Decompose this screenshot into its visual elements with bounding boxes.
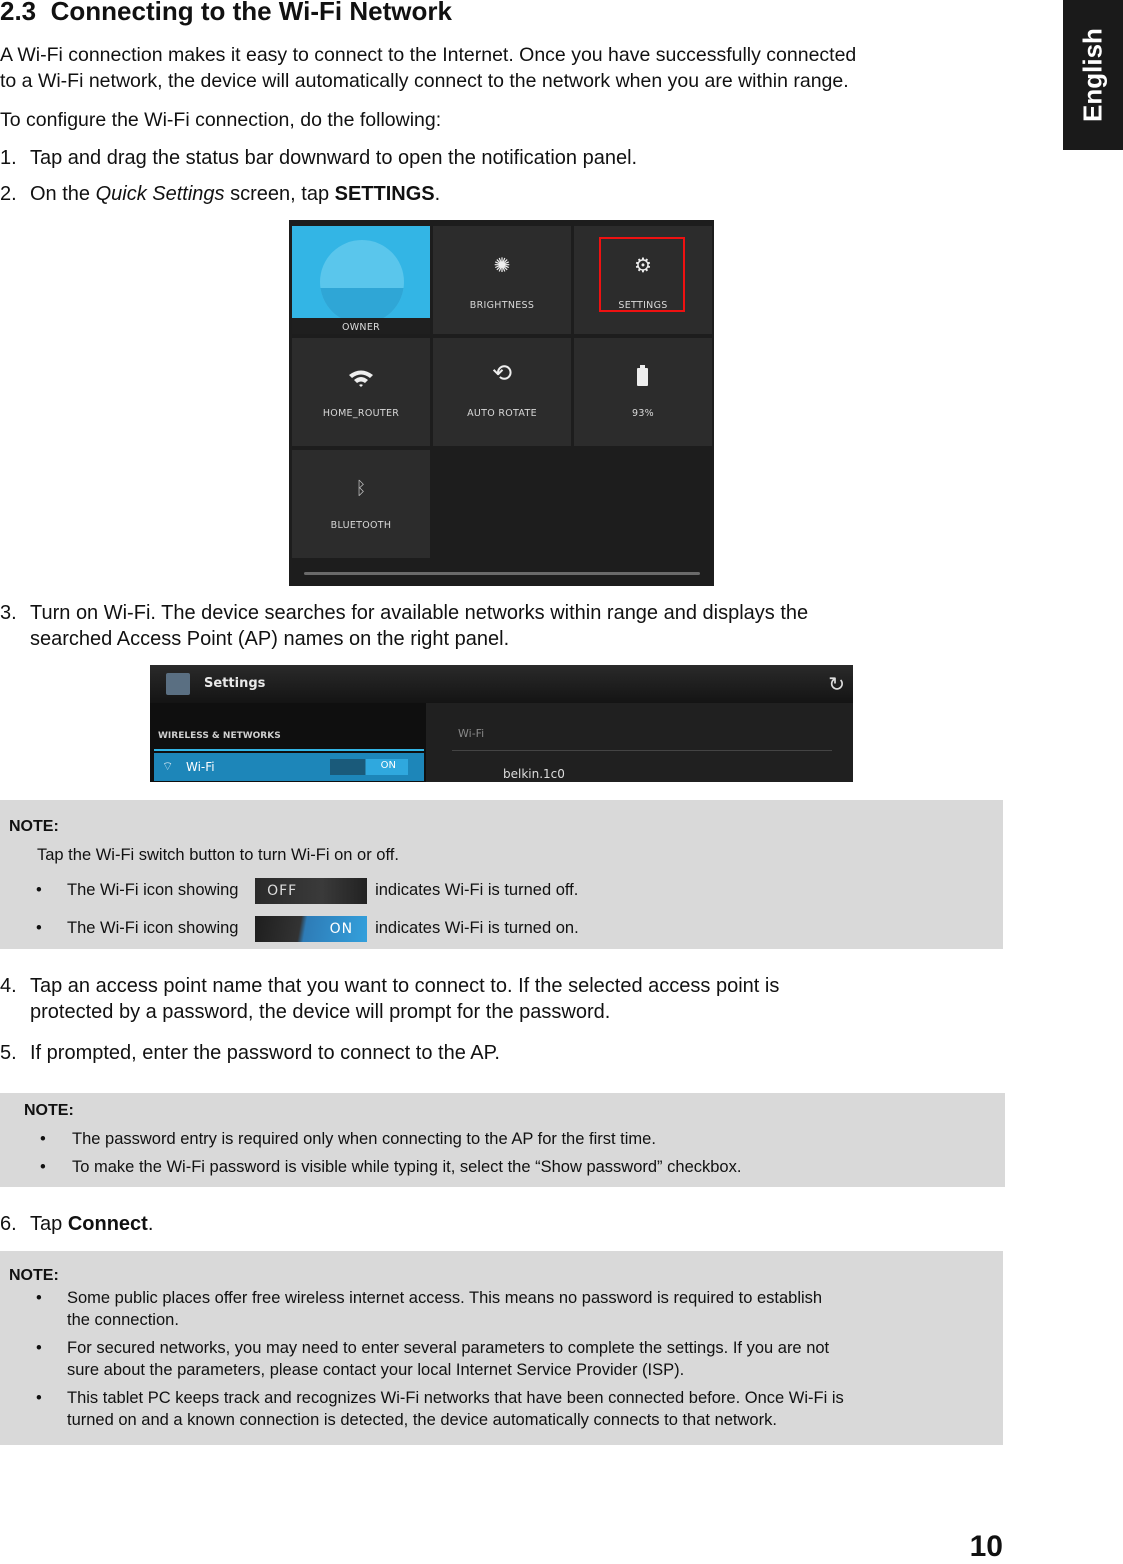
step-3: 3. Turn on Wi-Fi. The device searches for available networks within range and displays the searched Access Point (AP) names on the right panel. — [0, 602, 809, 650]
wifi-item-label: Wi-Fi — [186, 760, 215, 774]
wifi-label: HOME_ROUTER — [322, 408, 400, 419]
auto-rotate-tile — [433, 338, 571, 446]
battery-icon — [637, 368, 648, 386]
note-bullet: • This tablet PC keeps track and recognizes Wi-Fi networks that have been connected before. Once Wi-Fi is turned on and a known connection is detected, the device automatically connects to that network. — [36, 1389, 844, 1429]
bluetooth-tile — [292, 450, 430, 558]
settings-screenshot — [150, 665, 853, 782]
panel-handle — [304, 572, 700, 575]
battery-tile — [574, 338, 712, 446]
intro-line: to a Wi-Fi network, the device will automatically connect to the network when you are within range. — [0, 70, 849, 92]
note-box-1 — [0, 800, 1003, 949]
brightness-label: BRIGHTNESS — [469, 300, 535, 311]
language-tab-label: English — [1077, 28, 1108, 122]
auto-rotate-label: AUTO ROTATE — [467, 408, 537, 419]
configure-text: To configure the Wi-Fi connection, do the following: — [0, 109, 442, 131]
note-title: NOTE: — [24, 1102, 74, 1119]
wifi-small-icon: ⌔ — [162, 759, 174, 773]
note-title: NOTE: — [9, 1267, 59, 1284]
wifi-icon — [347, 368, 375, 392]
settings-app-icon — [166, 673, 190, 695]
on-toggle-icon: ON — [255, 916, 367, 942]
brightness-tile — [433, 226, 571, 334]
step-1: 1. Tap and drag the status bar downward to open the notification panel. — [0, 147, 638, 169]
note-box-2 — [0, 1093, 1005, 1187]
note-text: Tap the Wi-Fi switch button to turn Wi-Fi on or off. — [37, 846, 399, 864]
settings-left-panel — [150, 703, 426, 782]
owner-label: OWNER — [341, 322, 381, 333]
bluetooth-label: BLUETOOTH — [330, 520, 392, 531]
note-bullet: • Some public places offer free wireless internet access. This means no password is required to establish the connection. — [36, 1289, 823, 1329]
intro-line: A Wi-Fi connection makes it easy to connect to the Internet. Once you have successfully connected — [0, 44, 857, 66]
section-number: 2.3 — [0, 0, 37, 26]
note-title: NOTE: — [9, 818, 59, 835]
wifi-panel-title: Wi-Fi — [458, 727, 485, 740]
settings-label: SETTINGS — [618, 300, 668, 311]
wifi-tile — [292, 338, 430, 446]
off-toggle-icon: OFF — [255, 878, 367, 904]
page-number: 10 — [969, 1530, 1003, 1563]
battery-label: 93% — [631, 408, 654, 419]
settings-action-bar — [150, 665, 853, 703]
gear-icon: ⚙ — [634, 255, 652, 277]
note-box-3 — [0, 1251, 1003, 1445]
language-tab — [1063, 0, 1123, 150]
note-bullet: • To make the Wi-Fi password is visible while typing it, select the “Show password” checkbox. — [40, 1158, 742, 1176]
note-bullet: • The Wi-Fi icon showing OFF indicates Wi-Fi is turned off. — [0, 877, 1003, 903]
settings-title: Settings — [204, 676, 266, 691]
wifi-toggle[interactable]: ON — [330, 759, 408, 775]
bluetooth-icon: ᛒ — [355, 478, 367, 498]
note-bullet: • For secured networks, you may need to enter several parameters to complete the settings. If you are not sure about the parameters, please contact your local Internet Service Provider (ISP). — [36, 1339, 830, 1379]
step-4: 4. Tap an access point name that you want to connect to. If the selected access point is protected by a password, the device will prompt for the password. — [0, 975, 780, 1023]
note-bullet: • The password entry is required only when connecting to the AP for the first time. — [40, 1130, 656, 1148]
note-bullet: • The Wi-Fi icon showing ON indicates Wi-Fi is turned on. — [0, 915, 1003, 941]
step-2: 2. On the Quick Settings screen, tap SETTINGS. — [0, 183, 441, 205]
step-5: 5. If prompted, enter the password to connect to the AP. — [0, 1042, 500, 1064]
network-name[interactable]: belkin.1c0 — [503, 767, 565, 781]
intro-paragraph — [0, 42, 1010, 94]
quick-settings-screenshot — [289, 220, 714, 586]
brightness-icon: ✺ — [493, 255, 511, 277]
wifi-settings-item[interactable] — [154, 753, 424, 781]
owner-tile — [292, 226, 430, 334]
step-6: 6. Tap Connect. — [0, 1213, 154, 1235]
rotate-icon: ⟲ — [491, 360, 513, 387]
section-title: Connecting to the Wi-Fi Network — [50, 0, 452, 26]
settings-right-panel — [426, 703, 853, 782]
category-header: WIRELESS & NETWORKS — [158, 731, 281, 741]
settings-highlight-box — [599, 237, 685, 312]
owner-avatar-icon — [320, 240, 404, 324]
section-heading — [0, 0, 452, 27]
sync-icon: ↻ — [828, 672, 845, 696]
